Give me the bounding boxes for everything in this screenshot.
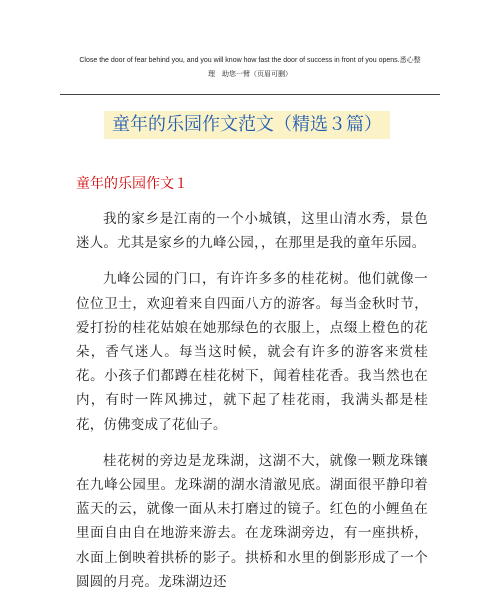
- section-heading: 童年的乐园作文１: [76, 176, 188, 192]
- paragraph-2: 九峰公园的门口，有许许多多的桂花树。他们就像一位位卫士，欢迎着来自四面八方的游客。每当金秋时节，爱打扮的桂花姑娘在她那绿色的衣服上，点缀上橙色的花朵，香气迷人。每当这时候，就会有许多的游客来赏桂花。小孩子们都蹲在桂花树下，闻着桂花香。我当然也在内，有时一阵风拂过，就下起了桂花雨，我满头都是桂花，仿佛变成了花仙子。: [76, 271, 428, 433]
- header-line-1: Close the door of fear behind you, and you will know how fast the door of success in front of you opens.悉心整: [79, 57, 421, 64]
- header-divider: [60, 94, 440, 95]
- header-line-2: 理 助您一臂（页眉可删）: [208, 71, 292, 78]
- header-note: [60, 54, 440, 82]
- article-body: [76, 207, 428, 606]
- document-title: 童年的乐园作文范文（精选３篇）: [112, 114, 382, 135]
- paragraph-1: 我的家乡是江南的一个小城镇，这里山清水秀，景色迷人。尤其是家乡的九峰公园，，在那里是我的童年乐园。: [76, 211, 428, 252]
- paragraph-3: 桂花树的旁边是龙珠湖，这湖不大，就像一颗龙珠镶在九峰公园里。龙珠湖的湖水清澈见底。湖面很平静印着蓝天的云，就像一面从未打磨过的镜子。红色的小鲤鱼在里面自由自在地游来游去。在龙珠湖旁边，有一座拱桥，水面上倒映着拱桥的影子。拱桥和水里的倒影形成了一个圆圆的月亮。龙珠湖边还: [76, 452, 428, 590]
